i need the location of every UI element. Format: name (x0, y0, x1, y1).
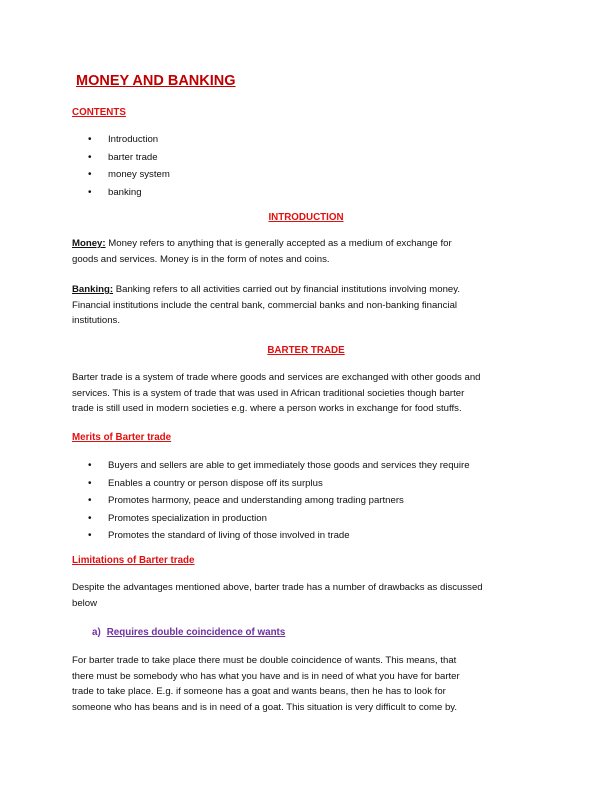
list-item: • banking (88, 184, 170, 202)
money-term: Money: (72, 238, 106, 249)
document-title: MONEY AND BANKING (76, 73, 236, 89)
limitations-heading: Limitations of Barter trade (72, 555, 195, 566)
money-definition: Money refers to anything that is generally accepted as a medium of exchange for goods and services. Money is in the form of notes and coins. (72, 238, 452, 265)
barter-trade-heading: BARTER TRADE (267, 345, 345, 356)
contents-list (88, 131, 170, 201)
limitation-a-paragraph: For barter trade to take place there must be double coincidence of wants. This means, that there must be somebody who has what you have and is in need of what you have for barter trade to take place. E.g. if someone has a goat and wants beans, then he has to look for someone who has beans and is in need of a goat. This situation is very difficult to come by. (72, 655, 460, 713)
introduction-heading: INTRODUCTION (268, 212, 344, 223)
limitations-intro: Despite the advantages mentioned above, barter trade has a number of drawbacks as discussed below (72, 582, 483, 609)
list-item: • Introduction (88, 131, 170, 149)
list-item: • Promotes specialization in production (88, 510, 470, 528)
list-item: • Enables a country or person dispose off its surplus (88, 475, 470, 493)
barter-trade-paragraph: Barter trade is a system of trade where goods and services are exchanged with other goods and services. This is a system of trade that was used in African traditional societies though barter trade is still used in modern societies e.g. where a person works in exchange for food stuffs. (72, 372, 481, 414)
merits-heading: Merits of Barter trade (72, 432, 172, 443)
banking-paragraph (72, 282, 542, 329)
list-item: • barter trade (88, 149, 170, 167)
contents-heading: CONTENTS (72, 107, 126, 118)
banking-term: Banking: (72, 284, 114, 295)
list-item: • Buyers and sellers are able to get immediately those goods and services they require (88, 457, 470, 475)
merits-list (88, 457, 470, 545)
list-item: • Promotes the standard of living of those involved in trade (88, 527, 470, 545)
list-item: • Promotes harmony, peace and understanding among trading partners (88, 492, 470, 510)
list-item: • money system (88, 166, 170, 184)
limitation-a-heading (92, 627, 285, 638)
limitation-a-title: Requires double coincidence of wants (106, 627, 286, 638)
banking-definition: Banking refers to all activities carried out by financial institutions involving money. Financial institutions include the central bank, commercial banks and non-banking financial institutions. (72, 284, 461, 326)
money-paragraph (72, 236, 542, 267)
limitation-a-marker: a) (92, 627, 101, 638)
